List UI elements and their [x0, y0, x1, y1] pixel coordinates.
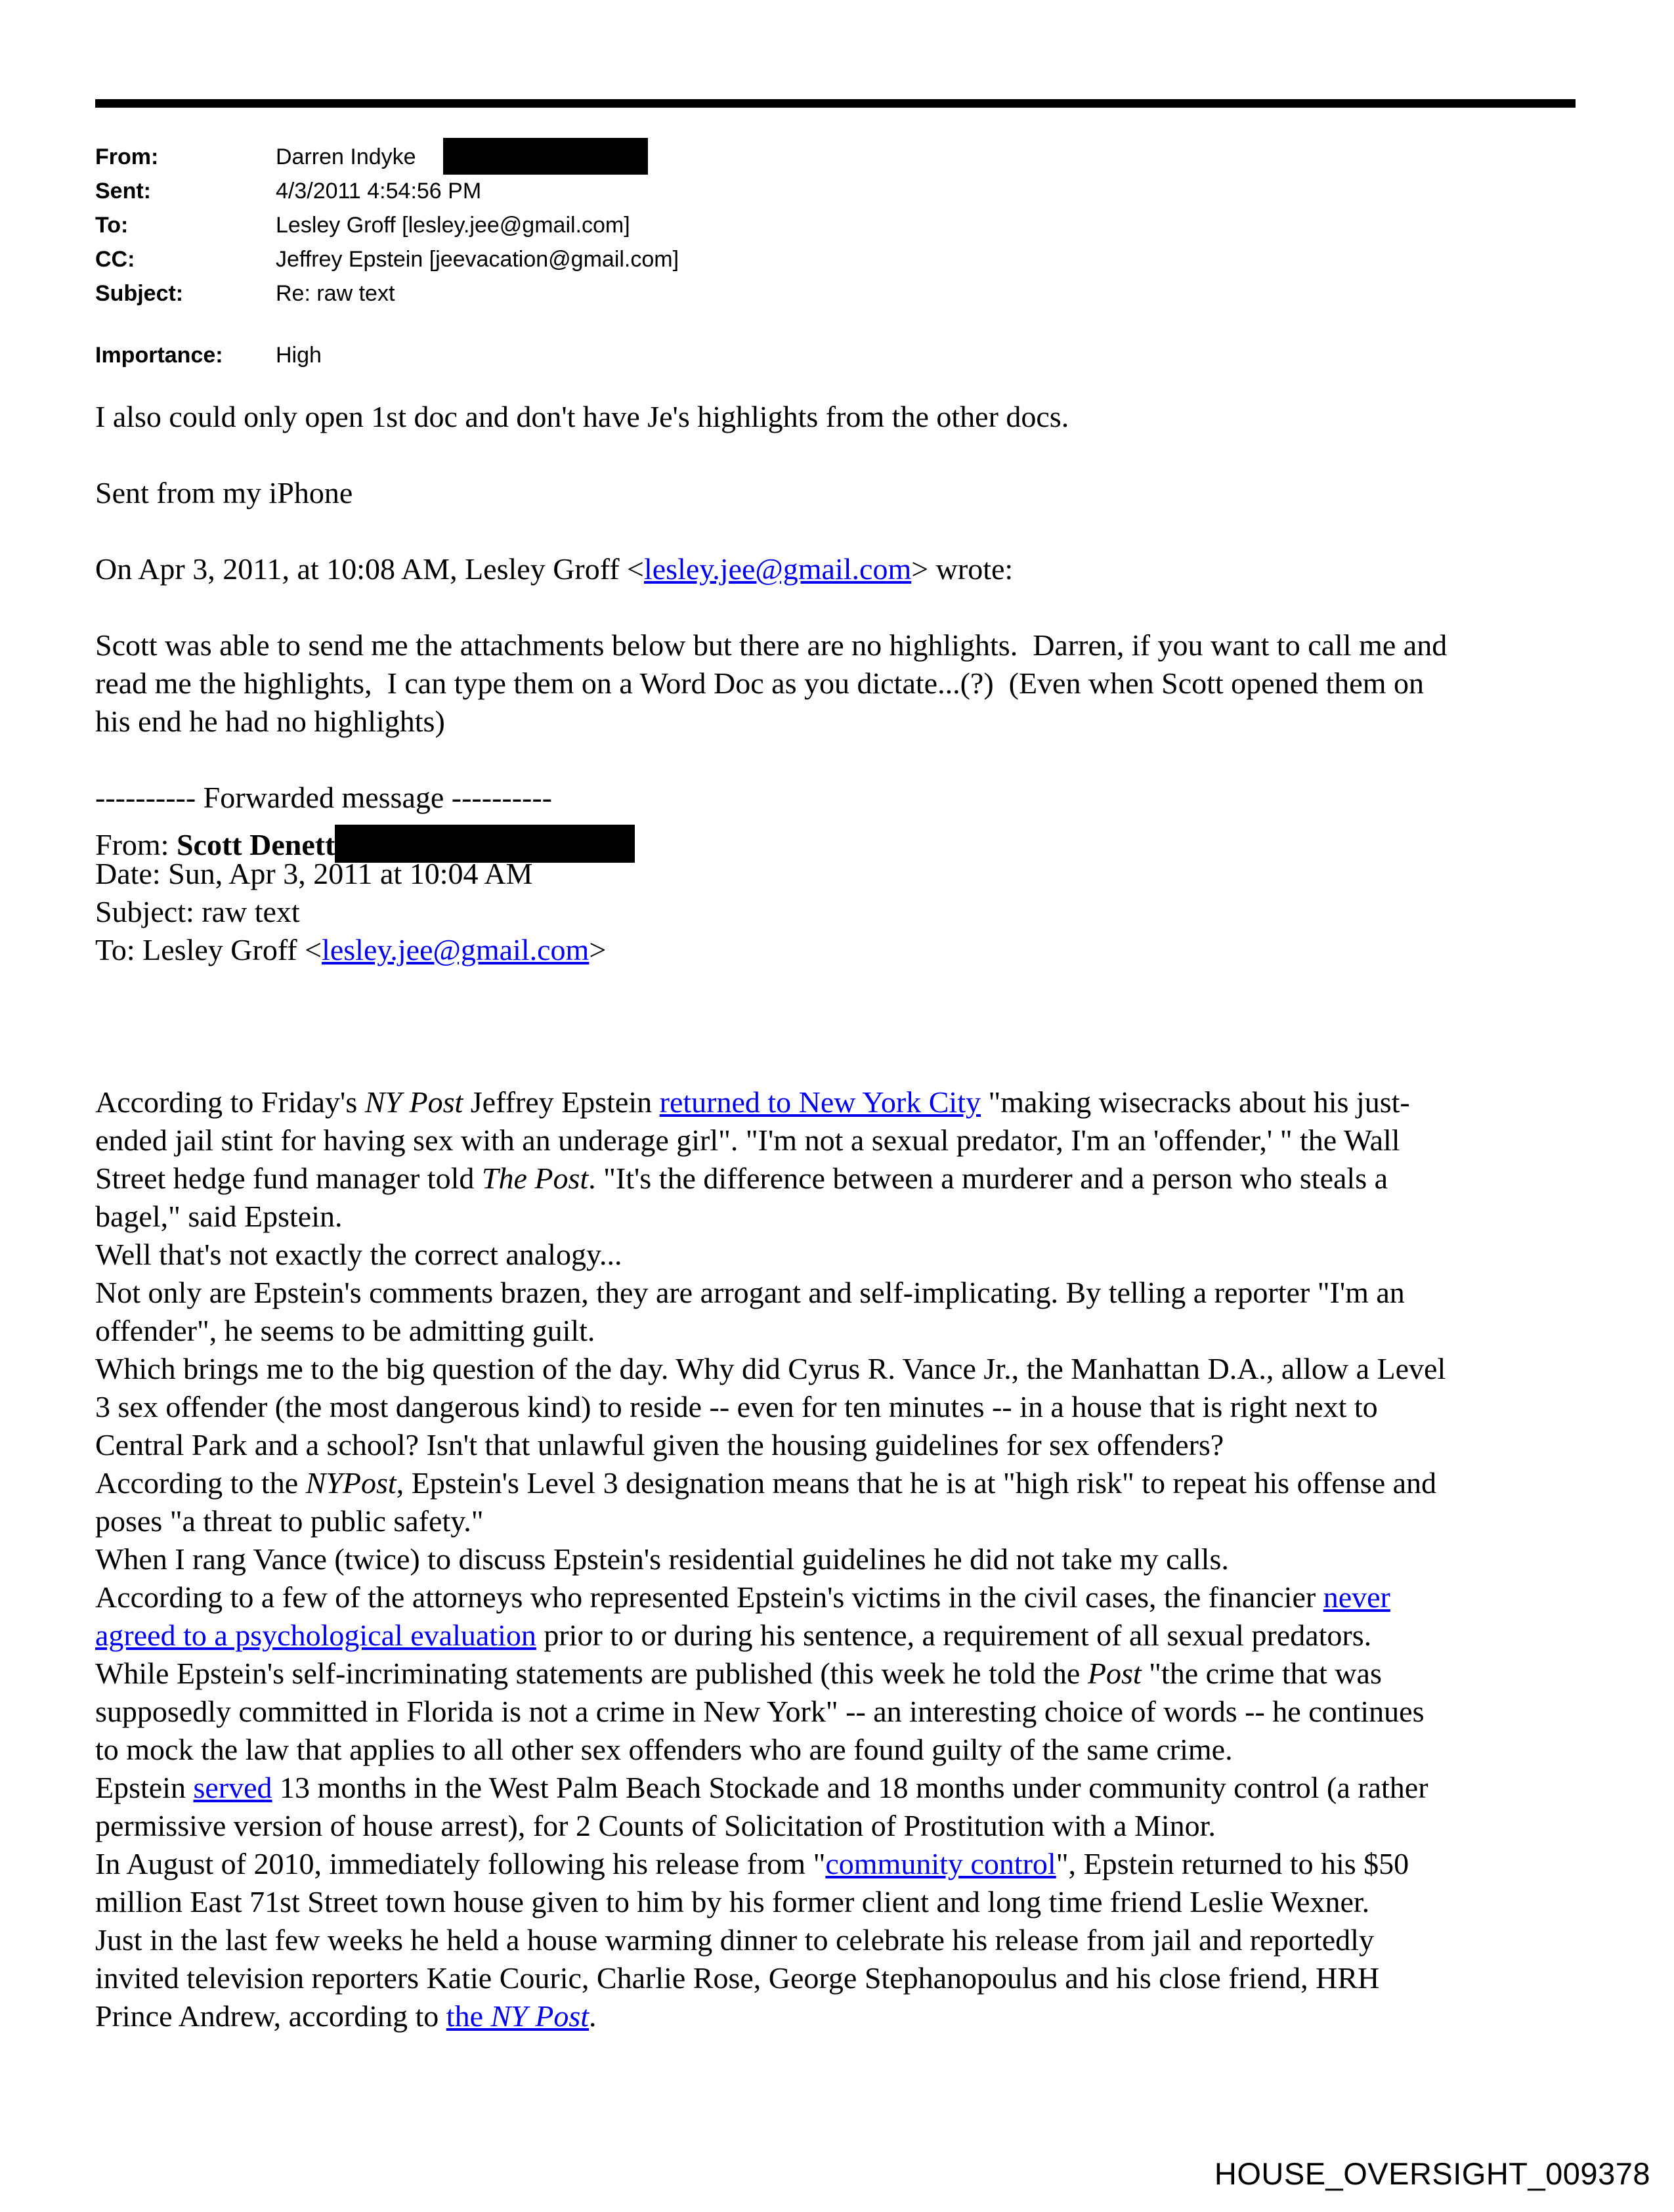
body-text: million East 71st Street town house given to him by his former client and long time friend Leslie Wexner. [95, 1885, 1370, 1919]
body-line [95, 931, 1599, 969]
header-value-cc: Jeffrey Epstein [jeevacation@gmail.com] [276, 246, 679, 272]
header-label-importance: Importance: [95, 342, 223, 368]
body-line [95, 1388, 1599, 1426]
body-text: Sent from my iPhone [95, 476, 353, 510]
header-value-to: Lesley Groff [lesley.jee@gmail.com] [276, 212, 630, 238]
header-top-rule [95, 99, 1576, 108]
body-text: bagel," said Epstein. [95, 1200, 343, 1233]
body-line [95, 1160, 1599, 1198]
hyperlink[interactable]: lesley.jee@gmail.com [643, 552, 912, 586]
body-line [95, 664, 1599, 703]
body-line [95, 1578, 1599, 1616]
body-text: Not only are Epstein's comments brazen, they are arrogant and self-implicating. By telling a reporter "I'm an [95, 1276, 1405, 1309]
bates-number: HOUSE_OVERSIGHT_009378 [1214, 2156, 1650, 2191]
email-body [95, 398, 1599, 2035]
body-line [95, 1921, 1599, 1959]
body-text: Just in the last few weeks he held a house warming dinner to celebrate his release from jail and reportedly [95, 1923, 1374, 1957]
body-text: Well that's not exactly the correct analogy... [95, 1238, 622, 1271]
body-line [95, 1502, 1599, 1540]
body-text: According to a few of the attorneys who represented Epstein's victims in the civil cases, the financier [95, 1580, 1323, 1614]
body-text: ---------- Forwarded message ---------- [95, 781, 552, 814]
body-line [95, 779, 1599, 817]
body-text: To: Lesley Groff < [95, 933, 322, 966]
body-text: 3 sex offender (the most dangerous kind) to reside -- even for ten minutes -- in a house that is right next to [95, 1390, 1378, 1423]
body-text: Prince Andrew, according to [95, 1999, 446, 2033]
body-line [95, 1312, 1599, 1350]
body-text: Scott was able to send me the attachments below but there are no highlights. Darren, if you want to call me and [95, 628, 1448, 662]
hyperlink[interactable]: community control [825, 1847, 1056, 1880]
body-line [95, 855, 1599, 893]
body-line [95, 398, 1599, 436]
body-text: Subject: raw text [95, 895, 300, 928]
header-row-subject [95, 276, 679, 311]
body-line [95, 893, 1599, 931]
body-text: . "It's the difference between a murderer and a person who steals a [588, 1161, 1388, 1195]
body-line [95, 1731, 1599, 1769]
body-line [95, 1959, 1599, 1997]
body-text: Which brings me to the big question of the day. Why did Cyrus R. Vance Jr., the Manhattan D.A., allow a Level [95, 1352, 1446, 1385]
header-row-cc [95, 242, 679, 276]
body-text: . [589, 1999, 597, 2033]
hyperlink[interactable]: agreed to a psychological evaluation [95, 1618, 536, 1652]
header-label-subject: Subject: [95, 280, 184, 306]
header-value-importance: High [276, 342, 322, 368]
body-text: offender", he seems to be admitting guilt. [95, 1314, 595, 1347]
body-text: , Epstein's Level 3 designation means that he is at "high risk" to repeat his offense and [396, 1466, 1437, 1500]
header-row-to [95, 208, 679, 242]
body-line [95, 1426, 1599, 1464]
body-line [95, 1693, 1599, 1731]
body-line [95, 1616, 1599, 1655]
body-text: Central Park and a school? Isn't that unlawful given the housing guidelines for sex offenders? [95, 1428, 1224, 1462]
header-label-sent: Sent: [95, 178, 151, 204]
hyperlink[interactable]: never [1323, 1580, 1390, 1614]
body-line [95, 1083, 1599, 1121]
body-text: From: [95, 828, 177, 861]
body-text: 13 months in the West Palm Beach Stockade and 18 months under community control (a rather [272, 1771, 1428, 1804]
body-line [95, 1274, 1599, 1312]
italic-text: Post [1087, 1657, 1142, 1690]
email-header [95, 140, 679, 372]
body-line [95, 1540, 1599, 1578]
header-value-subject: Re: raw text [276, 280, 395, 306]
body-text: While Epstein's self-incriminating statements are published (this week he told the [95, 1657, 1088, 1690]
body-text: > [589, 933, 607, 966]
body-text: to mock the law that applies to all other sex offenders who are found guilty of the same crime. [95, 1733, 1233, 1766]
italic-text: NYPost [305, 1466, 397, 1500]
body-text: supposedly committed in Florida is not a crime in New York" -- an interesting choice of words -- he continues [95, 1695, 1425, 1728]
header-label-from: From: [95, 144, 159, 169]
body-line [95, 1769, 1599, 1807]
body-text: Date: Sun, Apr 3, 2011 at 10:04 AM [95, 857, 533, 890]
header-row-importance [95, 338, 679, 372]
header-label-cc: CC: [95, 246, 135, 272]
header-row-sent [95, 174, 679, 208]
body-line [95, 1997, 1599, 2035]
body-line [95, 703, 1599, 741]
body-line [95, 1655, 1599, 1693]
body-text: According to Friday's [95, 1085, 365, 1119]
hyperlink[interactable]: lesley.jee@gmail.com [322, 933, 590, 966]
body-line [95, 1198, 1599, 1236]
body-line [95, 626, 1599, 664]
body-text: ended jail stint for having sex with an underage girl". "I'm not a sexual predator, I'm an 'offender,' " the Wall [95, 1123, 1400, 1157]
body-text: read me the highlights, I can type them on a Word Doc as you dictate...(?) (Even when Scott opened them on [95, 666, 1424, 700]
body-text: "making wisecracks about his just- [980, 1085, 1410, 1119]
body-line [95, 1350, 1599, 1388]
italic-text: The Post [481, 1161, 589, 1195]
redaction-box [443, 138, 648, 175]
body-text: Epstein [95, 1771, 194, 1804]
hyperlink[interactable]: the [446, 1999, 491, 2033]
body-text: his end he had no highlights) [95, 705, 445, 738]
body-line [95, 1807, 1599, 1845]
body-text: "the crime that was [1141, 1657, 1382, 1690]
body-line [95, 1845, 1599, 1883]
header-label-to: To: [95, 212, 129, 238]
body-line [95, 550, 1599, 588]
hyperlink[interactable]: served [193, 1771, 272, 1804]
header-row-from [95, 140, 679, 174]
body-text: prior to or during his sentence, a requirement of all sexual predators. [536, 1618, 1372, 1652]
body-text: Street hedge fund manager told [95, 1161, 482, 1195]
body-line [95, 1121, 1599, 1160]
body-line [95, 1236, 1599, 1274]
hyperlink[interactable]: returned to New York City [659, 1085, 981, 1119]
body-line [95, 817, 1599, 861]
sender-name: Scott Denett [176, 828, 335, 861]
body-line [95, 474, 1599, 512]
header-value-sent: 4/3/2011 4:54:56 PM [276, 178, 482, 204]
hyperlink[interactable]: NY Post [490, 1999, 590, 2033]
body-text: When I rang Vance (twice) to discuss Epstein's residential guidelines he did not take my calls. [95, 1542, 1229, 1576]
body-text: > wrote: [911, 552, 1014, 586]
body-line [95, 1883, 1599, 1921]
body-text: poses "a threat to public safety." [95, 1504, 484, 1538]
body-text: I also could only open 1st doc and don't have Je's highlights from the other docs. [95, 400, 1069, 433]
body-text: invited television reporters Katie Couric, Charlie Rose, George Stephanopoulus and his close friend, HRH [95, 1961, 1380, 1995]
body-text: Jeffrey Epstein [463, 1085, 660, 1119]
body-text: ", Epstein returned to his $50 [1056, 1847, 1409, 1880]
body-text: According to the [95, 1466, 306, 1500]
header-value-from: Darren Indyke [276, 144, 416, 169]
body-text: On Apr 3, 2011, at 10:08 AM, Lesley Groff < [95, 552, 644, 586]
body-line [95, 1464, 1599, 1502]
body-text: permissive version of house arrest), for 2 Counts of Solicitation of Prostitution with a Minor. [95, 1809, 1216, 1842]
body-text: In August of 2010, immediately following his release from " [95, 1847, 826, 1880]
italic-text: NY Post [364, 1085, 463, 1119]
